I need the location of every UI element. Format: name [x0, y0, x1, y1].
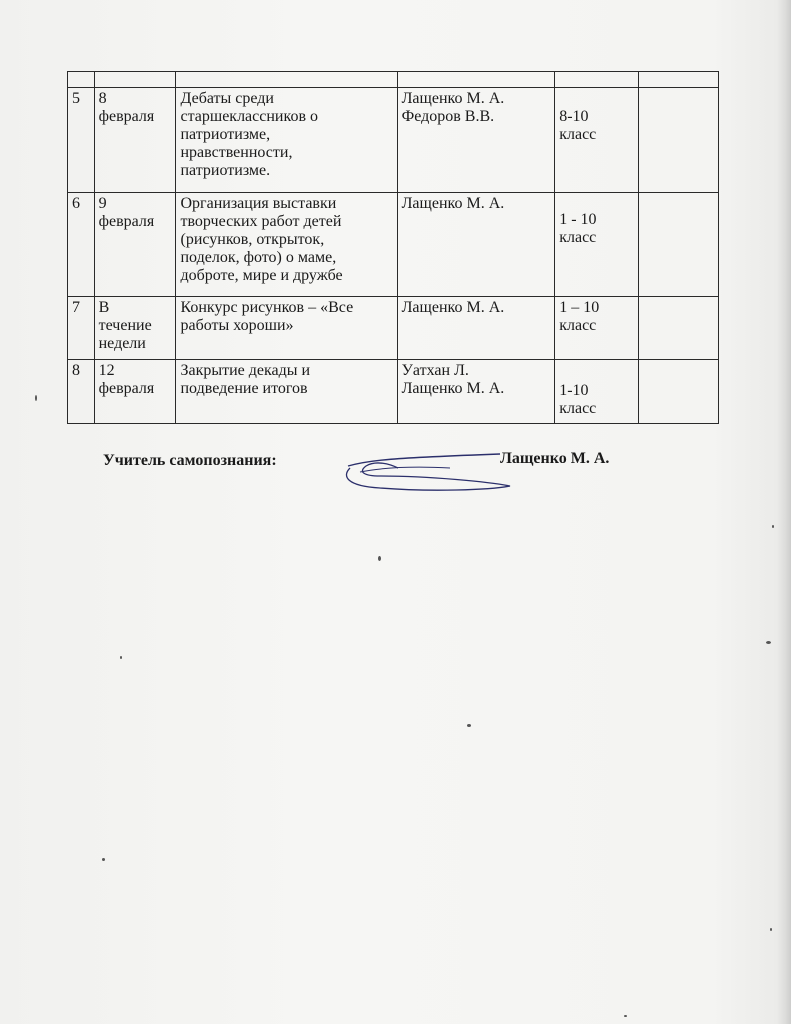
header-cell [639, 72, 719, 88]
header-cell [94, 72, 176, 88]
date-line: февраля [98, 108, 155, 125]
row-event [176, 297, 397, 360]
responsible-line: Уатхан Л. [401, 362, 469, 379]
date-line: февраля [98, 380, 155, 397]
scan-speck [772, 525, 774, 528]
date-line: В [98, 299, 110, 316]
row-number: 5 [68, 88, 95, 193]
row-date [94, 193, 176, 297]
class-line: класс [559, 317, 597, 334]
row-note [639, 297, 719, 360]
date-line: февраля [98, 213, 155, 230]
row-event [176, 360, 397, 424]
scan-edge-shadow [777, 0, 791, 1024]
event-line: творческих работ детей [180, 213, 342, 230]
responsible-line: Федоров В.В. [401, 108, 495, 125]
scan-speck [102, 858, 105, 861]
event-line: (рисунков, открыток, [180, 231, 325, 248]
events-table [67, 71, 719, 424]
teacher-role-label: Учитель самопознания: [103, 452, 277, 469]
scan-speck [624, 1015, 627, 1017]
class-line: 1-10 [559, 382, 589, 399]
header-cell [555, 72, 639, 88]
teacher-name: Лащенко М. А. [500, 450, 610, 467]
row-class [555, 297, 639, 360]
row-note [639, 88, 719, 193]
header-cell [397, 72, 555, 88]
responsible-line: Лащенко М. А. [401, 380, 505, 397]
event-line: Дебаты среди [180, 90, 274, 107]
event-line: патриотизме. [180, 162, 271, 179]
event-line: Закрытие декады и [180, 362, 311, 379]
event-line: доброте, мире и дружбе [180, 267, 343, 284]
scan-speck [770, 928, 772, 931]
row-note [639, 360, 719, 424]
row-responsible [397, 88, 555, 193]
date-line: недели [98, 335, 146, 352]
event-line: старшеклассников о [180, 108, 318, 125]
row-event [176, 193, 397, 297]
date-line: 8 [98, 90, 107, 107]
row-class [555, 88, 639, 193]
event-line: подведение итогов [180, 380, 308, 397]
scan-speck [467, 724, 471, 727]
event-line: нравственности, [180, 144, 293, 161]
row-date [94, 88, 176, 193]
handwritten-signature [340, 446, 520, 502]
row-event [176, 88, 397, 193]
header-cell [176, 72, 397, 88]
table-row [68, 88, 719, 193]
event-line: Конкурс рисунков – «Все [180, 299, 354, 316]
date-line: 9 [98, 195, 107, 212]
date-line: течение [98, 317, 152, 334]
header-cell [68, 72, 95, 88]
responsible-line: Лащенко М. А. [401, 195, 505, 212]
row-responsible [397, 193, 555, 297]
class-line: класс [559, 126, 597, 143]
class-line: 1 – 10 [559, 299, 600, 316]
row-class [555, 360, 639, 424]
scan-speck [766, 641, 771, 644]
row-responsible [397, 297, 555, 360]
event-line: Организация выставки [180, 195, 337, 212]
class-line: класс [559, 229, 597, 246]
row-number: 6 [68, 193, 95, 297]
row-class [555, 193, 639, 297]
event-line: поделок, фото) о маме, [180, 249, 337, 266]
row-date [94, 360, 176, 424]
scan-speck [35, 395, 37, 401]
row-responsible [397, 360, 555, 424]
table-row [68, 297, 719, 360]
event-line: работы хороши» [180, 317, 294, 334]
date-line: 12 [98, 362, 115, 379]
class-line: 1 - 10 [559, 211, 597, 228]
responsible-line: Лащенко М. А. [401, 299, 505, 316]
table-header-row [68, 72, 719, 88]
row-date [94, 297, 176, 360]
row-number: 7 [68, 297, 95, 360]
row-number: 8 [68, 360, 95, 424]
row-note [639, 193, 719, 297]
event-line: патриотизме, [180, 126, 271, 143]
class-line: класс [559, 400, 597, 417]
table-row [68, 360, 719, 424]
table-row [68, 193, 719, 297]
responsible-line: Лащенко М. А. [401, 90, 505, 107]
scan-speck [378, 556, 381, 561]
class-line: 8-10 [559, 108, 589, 125]
scan-speck [120, 656, 122, 659]
